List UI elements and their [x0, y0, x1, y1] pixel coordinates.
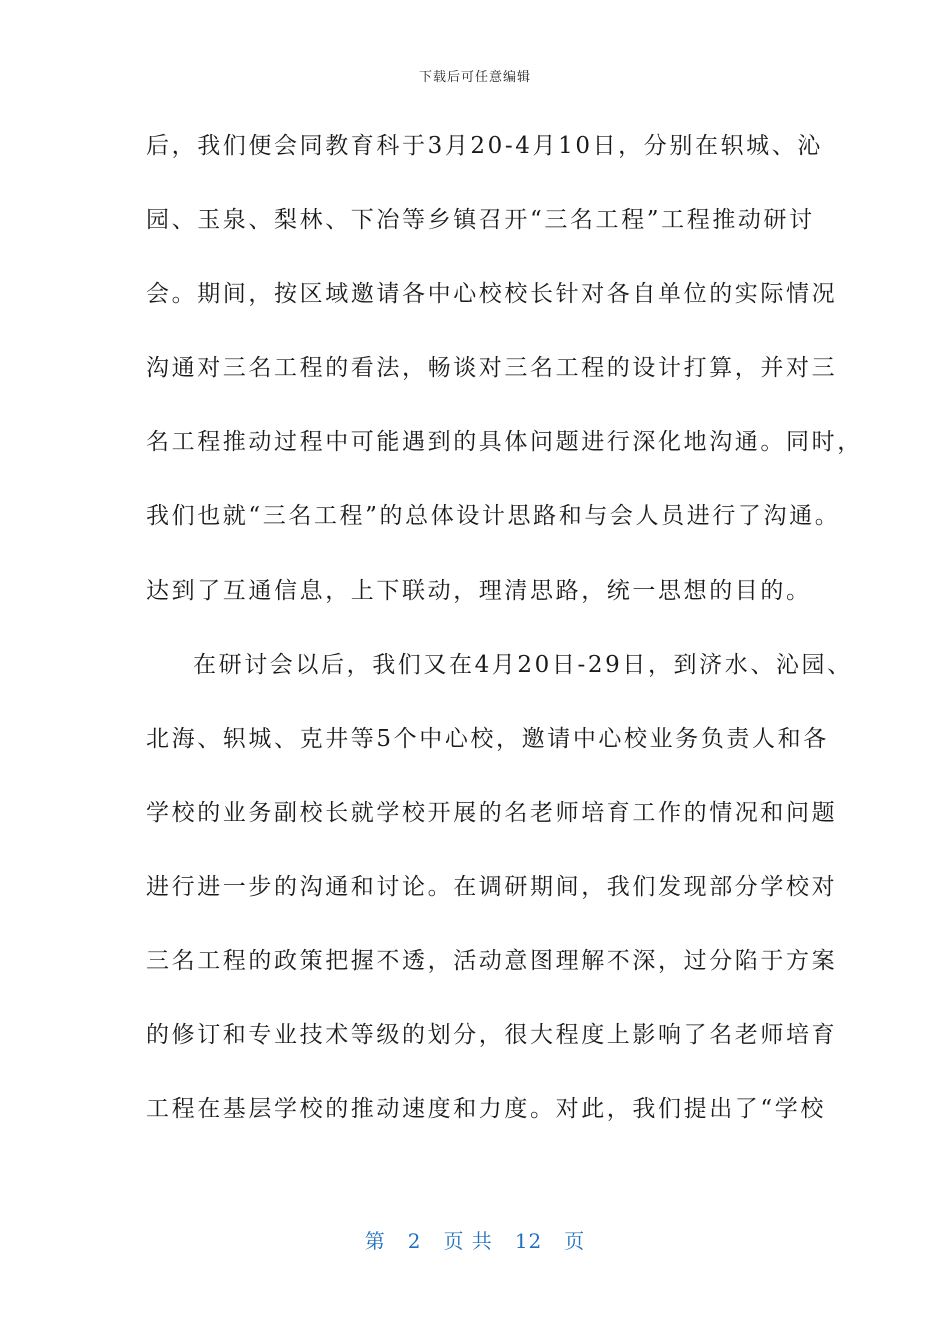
document-body	[146, 127, 863, 1164]
total-page-count: 12	[514, 1229, 543, 1253]
text-line: 进行进一步的沟通和讨论。在调研期间，我们发现部分学校对	[146, 873, 838, 900]
text-line: 名工程推动过程中可能遇到的具体问题进行深化地沟通。同时，	[146, 429, 863, 456]
footer-suffix: 页	[564, 1229, 586, 1253]
text-line: 沟通对三名工程的看法，畅谈对三名工程的设计打算，并对三	[146, 355, 838, 382]
text-line: 的修订和专业技术等级的划分，很大程度上影响了名老师培育	[146, 1022, 838, 1049]
footer-middle: 页 共	[443, 1229, 493, 1253]
text-line: 我们也就“三名工程”的总体设计思路和与会人员进行了沟通。	[146, 503, 841, 530]
page-header: 下载后可任意编辑	[418, 70, 531, 85]
text-line: 北海、轵城、克井等5个中心校，邀请中心校业务负责人和各	[146, 725, 829, 752]
text-line: 达到了互通信息，上下联动，理清思路，统一思想的目的。	[146, 577, 812, 604]
footer-prefix: 第	[364, 1229, 386, 1253]
text-line: 学校的业务副校长就学校开展的名老师培育工作的情况和问题	[146, 799, 838, 826]
text-line: 三名工程的政策把握不透，活动意图理解不深，过分陷于方案	[146, 948, 838, 975]
paragraph-start-line: 在研讨会以后，我们又在4月20日-29日，到济水、沁园、	[193, 651, 853, 678]
current-page-number: 2	[407, 1229, 422, 1253]
text-line: 工程在基层学校的推动速度和力度。对此，我们提出了“学校	[146, 1096, 826, 1123]
text-line: 会。期间，按区域邀请各中心校校长针对各自单位的实际情况	[146, 281, 838, 308]
page-footer	[0, 1225, 950, 1254]
text-line: 后，我们便会同教育科于3月20-4月10日，分别在轵城、沁	[146, 133, 823, 159]
text-line: 园、玉泉、梨林、下冶等乡镇召开“三名工程”工程推动研讨	[146, 207, 815, 234]
